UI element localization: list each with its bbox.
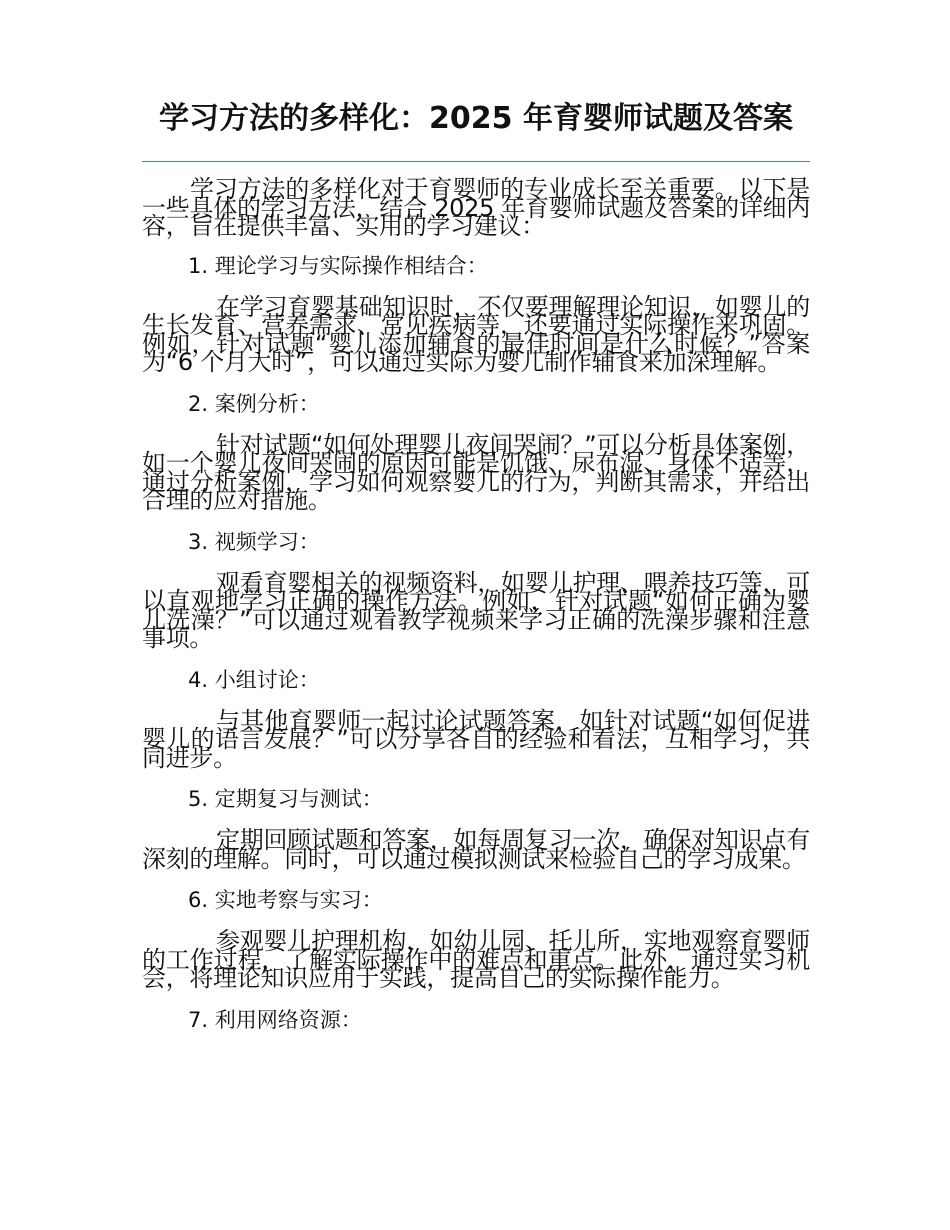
section-6 — [142, 887, 810, 992]
section-4 — [142, 667, 810, 772]
section-paragraph: 与其他育婴师一起讨论试题答案，如针对试题“如何促进婴儿的语言发展？”可以分享各自的经验和看法，互相学习，共同进步。 — [142, 706, 810, 772]
section-heading: 4. 小组讨论： — [188, 667, 320, 692]
section-paragraph: 在学习育婴基础知识时，不仅要理解理论知识，如婴儿的生长发育、营养需求、常见疾病等，还要通过实际操作来巩固。例如，针对试题“婴儿添加辅食的最佳时间是什么时候？”答案为“6 个月大时”，可以通过实际为婴儿制作辅食来加深理解。 — [142, 292, 810, 376]
section-heading: 3. 视频学习： — [188, 529, 320, 554]
section-3 — [142, 529, 810, 652]
intro-paragraph: 学习方法的多样化对于育婴师的专业成长至关重要。以下是一些具体的学习方法，结合 2025 年育婴师试题及答案的详细内容，旨在提供丰富、实用的学习建议： — [142, 175, 810, 240]
document-body — [142, 175, 810, 1052]
document-title: 学习方法的多样化：2025 年育婴师试题及答案 — [159, 101, 793, 136]
section-5 — [142, 786, 810, 873]
section-paragraph: 针对试题“如何处理婴儿夜间哭闹？”可以分析具体案例，如一个婴儿夜间哭闹的原因可能是饥饿、尿布湿、身体不适等，通过分析案例，学习如何观察婴儿的行为，判断其需求，并给出合理的应对措施。 — [142, 430, 810, 514]
section-heading: 7. 利用网络资源： — [188, 1007, 362, 1032]
section-heading: 1. 理论学习与实际操作相结合： — [188, 253, 488, 278]
section-heading: 5. 定期复习与测试： — [188, 787, 383, 811]
section-paragraph: 参观婴儿护理机构，如幼儿园、托儿所，实地观察育婴师的工作过程，了解实际操作中的难点和重点。此外，通过实习机会，将理论知识应用于实践，提高自己的实际操作能力。 — [142, 927, 810, 992]
section-paragraph: 定期回顾试题和答案，如每周复习一次，确保对知识点有深刻的理解。同时，可以通过模拟测试来检验自己的学习成果。 — [142, 826, 810, 873]
section-heading: 6. 实地考察与实习： — [188, 888, 383, 912]
title-divider — [142, 161, 810, 162]
section-2 — [142, 391, 810, 514]
section-7 — [142, 1007, 810, 1033]
section-1 — [142, 253, 810, 376]
section-paragraph: 观看育婴相关的视频资料，如婴儿护理、喂养技巧等，可以直观地学习正确的操作方法。例如，针对试题“如何正确为婴儿洗澡？”可以通过观看教学视频来学习正确的洗澡步骤和注意事项。 — [142, 568, 810, 652]
section-heading: 2. 案例分析： — [188, 391, 320, 416]
